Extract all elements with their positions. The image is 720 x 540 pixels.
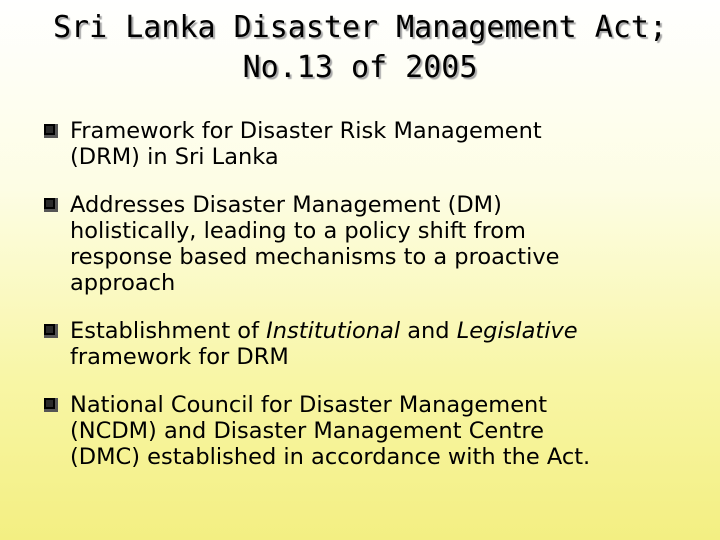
bullet-text-line: (DMC) established in accordance with the Act. <box>70 444 591 470</box>
bullet-text-line: (DRM) in Sri Lanka <box>70 144 279 170</box>
bullet-text-line: framework for DRM <box>70 344 289 370</box>
title-line-1: Sri Lanka Disaster Management Act; <box>52 10 668 45</box>
bullet-emphasis-institutional: Institutional <box>266 318 401 344</box>
bullet-item <box>42 392 702 470</box>
bullet-text-line: Framework for Disaster Risk Management <box>70 118 542 144</box>
bullet-text-line: National Council for Disaster Management <box>70 392 548 418</box>
square-bullet-icon <box>44 198 58 212</box>
bullet-item <box>42 192 702 296</box>
bullet-text-line: Addresses Disaster Management (DM) <box>70 192 502 218</box>
bullet-text-line: holistically, leading to a policy shift from <box>70 218 526 244</box>
bullet-text-line: response based mechanisms to a proactive <box>70 244 560 270</box>
slide-title <box>0 8 720 88</box>
bullet-text-line <box>70 318 702 344</box>
bullet-text-segment: Establishment of <box>70 318 267 344</box>
bullet-text-line: (NCDM) and Disaster Management Centre <box>70 418 544 444</box>
square-bullet-icon <box>44 398 58 412</box>
bullet-list <box>42 118 702 492</box>
bullet-text-line: approach <box>70 270 176 296</box>
title-line-2: No.13 of 2005 <box>242 50 478 85</box>
square-bullet-icon <box>44 124 58 138</box>
bullet-emphasis-legislative: Legislative <box>456 318 578 344</box>
bullet-text-segment: and <box>400 318 457 344</box>
bullet-item <box>42 118 702 170</box>
square-bullet-icon <box>44 324 58 338</box>
bullet-item <box>42 318 702 370</box>
